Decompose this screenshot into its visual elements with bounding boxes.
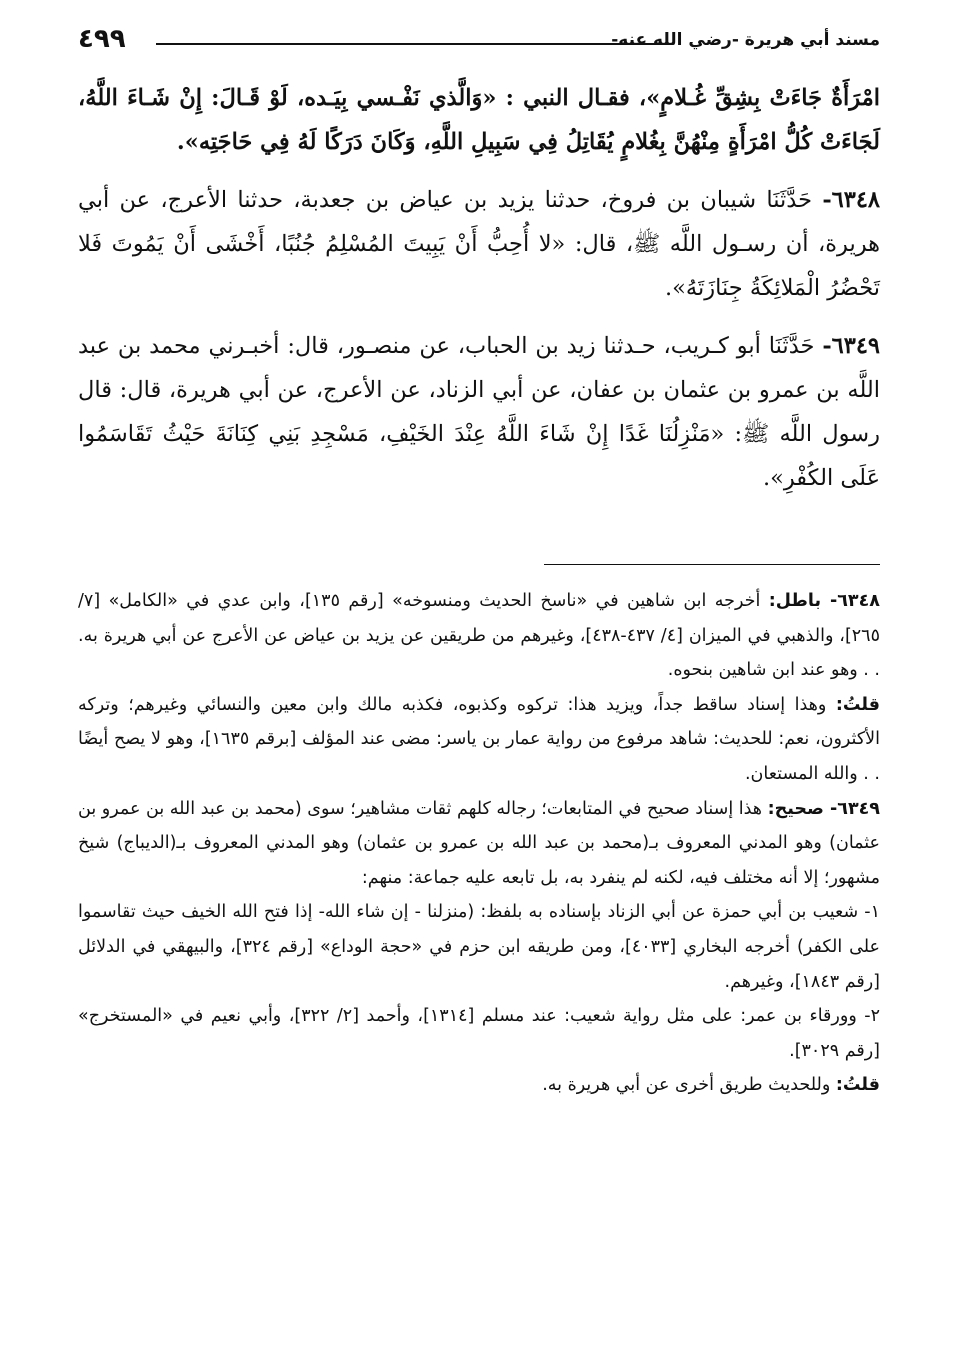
hadith-text: حَدَّثَنَا أبو كـريب، حـدثنا زيد بن الحباب، عن منصـور، قال: أخبـرني محمد بن عبد اللَّه بن عمرو بن عثمان بن عفان، عن أبي الزناد، عن الأعرج، عن أبي هريرة، قال: قال رسول اللَّه ﷺ: «مَنْزِلُنَا غَدًا إِنْ شَاءَ اللَّهُ عِنْدَ الخَيْفِ، مَسْجِدِ بَنِي كِنَانَةَ حَيْثُ تَقَاسَمُوا عَلَى الكُفْرِ». xyxy=(78,333,880,491)
hadith-number: ٦٣٤٩- xyxy=(822,333,880,359)
hadith-number: ٦٣٤٨- xyxy=(822,187,880,213)
header-rule xyxy=(156,43,672,45)
note-lead: ٦٣٤٨- باطل: xyxy=(768,591,880,611)
page-header xyxy=(78,26,880,60)
note-text: هذا إسناد صحيح في المتابعات؛ رجاله كلهم ثقات مشاهير؛ سوى (محمد بن عبد الله بن عمرو بن عثمان) وهو المدني المعروف بـ(محمد بن عبد الله بن عمرو بن عثمان) وهو المدني المعروف بـ(الديباج) شيخ مشهور؛ إلا أنه مختلف فيه، لكنه لم ينفرد به، بل تابعه عليه جماعة: منهم: xyxy=(78,798,880,888)
running-title: مسند أبي هريرة -رضي الله عنه- xyxy=(611,30,880,50)
hadith-continuation: امْرَأَةٌ جَاءَتْ بِشِقِّ غُـلامٍ»، فقـال النبي : «وَالَّذي نَفْـسي بِيَـده، لَوْ قَـالَ: إِنْ شَـاءَ اللَّهُ، لَجَاءَتْ كُلُّ امْرَأَةٍ مِنْهُنَّ بِغُلامٍ يُقَاتِلُ فِي سَبِيلِ اللَّهِ، وَكَانَ دَرَكًا لَهُ فِي حَاجَتِه». xyxy=(78,85,880,155)
hadith-6348 xyxy=(78,178,880,310)
note-item-2: ٢- وورقاء بن عمر: على مثل رواية شعيب: عند مسلم [١٣١٤]، وأحمد [٢/ ٣٢٢]، وأبي نعيم في «المستخرج» [رقم ٣٠٢٩]. xyxy=(78,1006,880,1061)
note-6349 xyxy=(78,792,880,896)
note-lead: قلتُ: xyxy=(835,694,880,715)
note-6348-comment xyxy=(78,688,880,792)
note-text: وللحديث طريق أخرى عن أبي هريرة به. xyxy=(542,1075,831,1096)
note-final xyxy=(78,1068,880,1103)
note-lead: قلتُ: xyxy=(835,1075,880,1096)
footnotes xyxy=(78,584,880,1103)
note-lead: ٦٣٤٩- صحيح: xyxy=(767,798,880,819)
hadith-6349 xyxy=(78,324,880,500)
page-number: ٤٩٩ xyxy=(78,24,126,54)
footnote-divider xyxy=(544,564,880,565)
main-text xyxy=(78,76,880,514)
note-6348 xyxy=(78,584,880,688)
hadith-text: حَدَّثَنَا شيبان بن فروخ، حدثنا يزيد بن عياض بن جعدبة، حدثنا الأعرج، عن أبي هريرة، أن رسـول اللَّه ﷺ، قال: «لا أُحِبُّ أَنْ يَبِيتَ المُسْلِمُ جُنُبًا، أَخْشَى أَنْ يَمُوتَ فَلا تَحْضُرُ الْمَلائِكَةُ جِنَازَتَهُ». xyxy=(78,187,880,301)
note-item-1: ١- شعيب بن أبي حمزة عن أبي الزناد بإسناده به بلفظ: (منزلنا - إن شاء الله- إذا فتح الله الخيف حيث تقاسموا على الكفر) أخرجه البخاري [٤٠٣٣]، ومن طريقه ابن حزم في «حجة الوداع» [رقم ٣٢٤]، والبيهقي في الدلائل [رقم ١٨٤٣]، وغيرهم. xyxy=(78,902,880,992)
note-text: أخرجه ابن شاهين في «ناسخ الحديث ومنسوخه» [رقم ١٣٥]، وابن عدي في «الكامل» [٧/ ٢٦٥]، والذهبي في الميزان [٤/ ٤٣٧-٤٣٨]، وغيرهم من طريقين عن يزيد بن عياض عن الأعرج عن أبي هريرة به. . . وهو عند ابن شاهين بنحوه. xyxy=(78,591,880,681)
note-text: وهذا إسناد ساقط جداً، ويزيد هذا: تركوه وكذبوه، فكذبه مالك وابن معين والنسائي وغيرهم؛ وتركه الأكثرون، نعم: للحديث: شاهد مرفوع من رواية عمار بن ياسر: مضى عند المؤلف [برقم ١٦٣٥]، وهو لا يصح أيضًا . . والله المستعان. xyxy=(78,694,881,784)
